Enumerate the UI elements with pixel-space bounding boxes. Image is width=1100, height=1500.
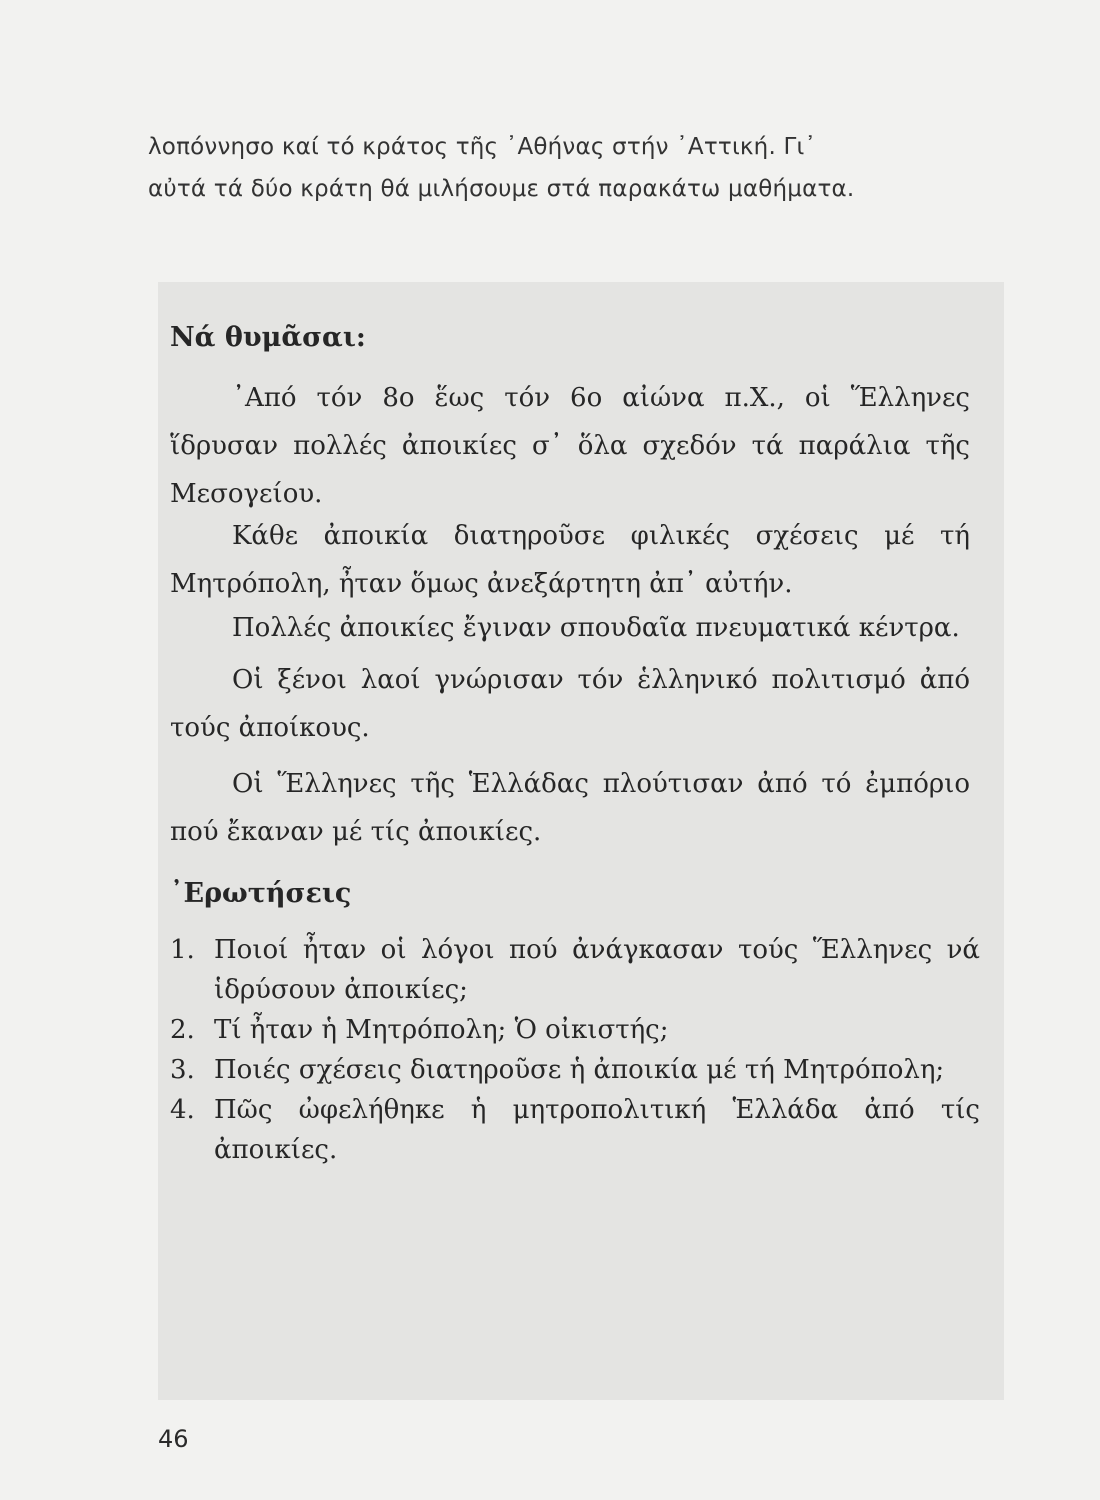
question-item <box>170 930 980 1010</box>
questions-heading: ᾿Ερωτήσεις <box>170 878 352 909</box>
question-number: 4. <box>170 1095 195 1125</box>
question-text: Πῶς ὠφελήθηκε ἡ μητροπολιτική Ἑλλάδα ἀπό τίς ἀποικίες. <box>214 1095 980 1165</box>
question-item <box>170 1010 980 1050</box>
questions-list <box>170 930 980 1170</box>
remember-paragraph: Κάθε ἀποικία διατηροῦσε φιλικές σχέσεις μέ τή Μητρόπολη, ἦταν ὅμως ἀνεξάρτητη ἀπ᾿ αὐτήν. <box>170 521 970 599</box>
remember-paragraph: Πολλές ἀποικίες ἔγιναν σπουδαῖα πνευματικά κέντρα. <box>232 613 960 643</box>
remember-paragraph: Οἱ Ἕλληνες τῆς Ἑλλάδας πλούτισαν ἀπό τό ἐμπόριο πού ἔκαναν μέ τίς ἀποικίες. <box>170 769 970 847</box>
question-text: Ποιοί ἦταν οἱ λόγοι πού ἀνάγκασαν τούς Ἕλληνες νά ἱδρύσουν ἀποικίες; <box>214 935 980 1005</box>
intro-line: αὐτά τά δύο κράτη θά μιλήσουμε στά παρακάτω μαθήματα. <box>148 176 855 202</box>
question-item <box>170 1050 980 1090</box>
remember-paragraph: ᾿Από τόν 8ο ἕως τόν 6ο αἰώνα π.Χ., οἱ Ἕλληνες ἵδρυσαν πολλές ἀποικίες σ᾿ ὅλα σχεδόν τά παράλια τῆς Μεσογείου. <box>170 383 970 509</box>
question-number: 1. <box>170 935 195 965</box>
question-number: 3. <box>170 1055 195 1085</box>
intro-line: λοπόννησο καί τό κράτος τῆς ᾿Αθήνας στήν ᾿Αττική. Γι᾿ <box>148 134 817 160</box>
remember-heading: Νά θυμᾶσαι: <box>170 322 366 353</box>
intro-text <box>148 126 948 210</box>
page-number: 46 <box>158 1425 189 1453</box>
question-text: Ποιές σχέσεις διατηροῦσε ἡ ἀποικία μέ τή Μητρόπολη; <box>214 1055 945 1085</box>
remember-paragraph: Οἱ ξένοι λαοί γνώρισαν τόν ἑλληνικό πολιτισμό ἀπό τούς ἀποίκους. <box>170 665 970 743</box>
question-item <box>170 1090 980 1170</box>
question-number: 2. <box>170 1015 195 1045</box>
question-text: Τί ἦταν ἡ Μητρόπολη; Ὁ οἰκιστής; <box>214 1015 669 1045</box>
